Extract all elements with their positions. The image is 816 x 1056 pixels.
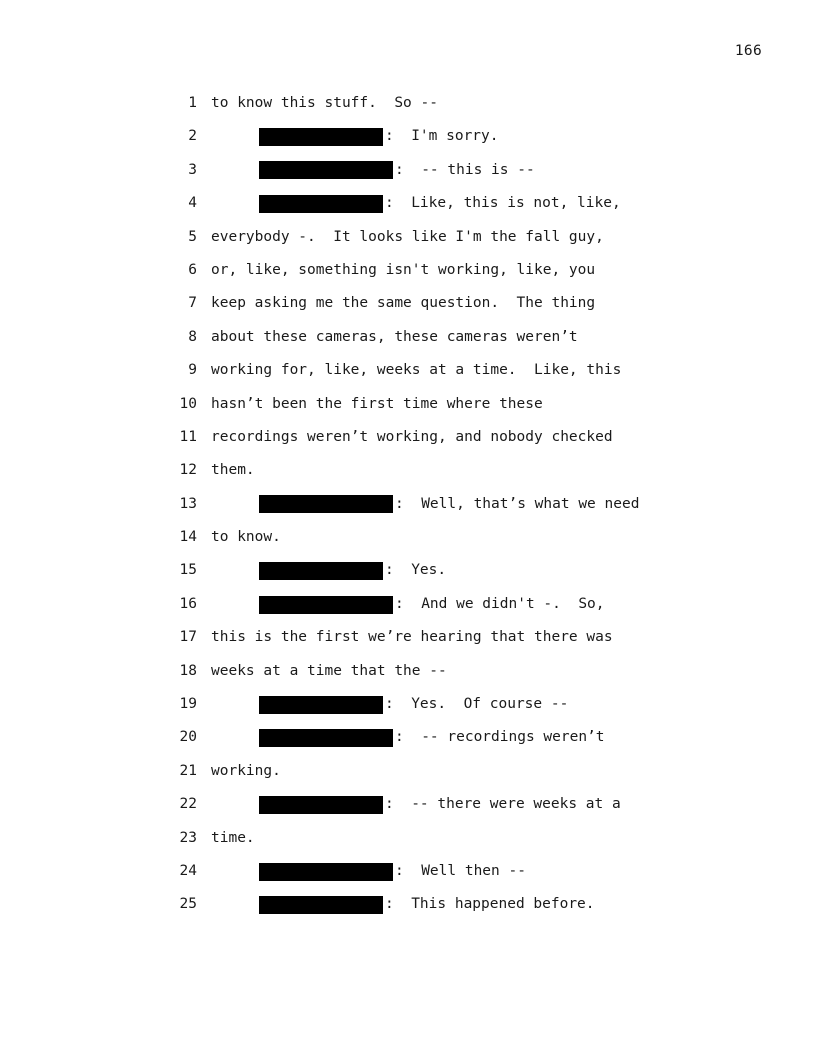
speaker-turn: [259, 154, 535, 187]
line-number: 20: [179, 729, 197, 746]
redacted-speaker-name: [259, 495, 393, 513]
line-text: : Yes. Of course --: [385, 696, 569, 713]
redacted-speaker-name: [259, 562, 383, 580]
line-number: 2: [188, 128, 197, 145]
speaker-turn: [259, 554, 446, 587]
line-text: hasn’t been the first time where these: [211, 395, 543, 412]
line-text: : Yes.: [385, 562, 447, 579]
line-text: or, like, something isn't working, like, you: [211, 261, 596, 278]
line-text: : -- there were weeks at a: [385, 796, 621, 813]
redacted-speaker-name: [259, 596, 393, 614]
transcript-line: [0, 154, 816, 187]
line-text: to know.: [211, 529, 281, 546]
line-number: 12: [179, 462, 197, 479]
line-number: 11: [179, 428, 197, 445]
line-number: 23: [179, 829, 197, 846]
transcript-line: [0, 87, 816, 120]
line-number: 5: [188, 228, 197, 245]
line-text: weeks at a time that the --: [211, 662, 447, 679]
speaker-turn: [259, 855, 526, 888]
transcript-line: [0, 354, 816, 387]
line-number: 7: [188, 295, 197, 312]
line-text: keep asking me the same question. The thing: [211, 295, 596, 312]
line-text: everybody -. It looks like I'm the fall guy,: [211, 228, 604, 245]
transcript-line: [0, 554, 816, 587]
line-text: : Well, that’s what we need: [395, 495, 640, 512]
line-number: 15: [179, 562, 197, 579]
line-text: time.: [211, 829, 255, 846]
redacted-speaker-name: [259, 161, 393, 179]
line-number: 14: [179, 529, 197, 546]
line-text: : -- recordings weren’t: [395, 729, 605, 746]
line-text: about these cameras, these cameras weren’t: [211, 328, 578, 345]
line-number: 16: [179, 595, 197, 612]
transcript-line: [0, 621, 816, 654]
transcript-line: [0, 855, 816, 888]
transcript-line: [0, 321, 816, 354]
transcript-line: [0, 655, 816, 688]
transcript-line: [0, 187, 816, 220]
transcript-line: [0, 588, 816, 621]
transcript-line: [0, 521, 816, 554]
transcript-line: [0, 888, 816, 921]
speaker-turn: [259, 788, 621, 821]
transcript-line: [0, 721, 816, 754]
redacted-speaker-name: [259, 729, 393, 747]
transcript-line: [0, 688, 816, 721]
transcript-line: [0, 488, 816, 521]
line-text: them.: [211, 462, 255, 479]
transcript-line: [0, 822, 816, 855]
line-number: 8: [188, 328, 197, 345]
line-number: 6: [188, 261, 197, 278]
line-number: 13: [179, 495, 197, 512]
speaker-turn: [259, 588, 605, 621]
transcript-line: [0, 221, 816, 254]
speaker-turn: [259, 688, 568, 721]
redacted-speaker-name: [259, 896, 383, 914]
transcript-line: [0, 287, 816, 320]
line-number: 24: [179, 862, 197, 879]
speaker-turn: [259, 488, 639, 521]
line-number: 9: [188, 362, 197, 379]
page-number: 166: [734, 43, 762, 59]
speaker-turn: [259, 888, 595, 921]
line-number: 18: [179, 662, 197, 679]
line-number: 17: [179, 629, 197, 646]
transcript-line: [0, 755, 816, 788]
line-text: : -- this is --: [395, 161, 535, 178]
line-text: recordings weren’t working, and nobody checked: [211, 428, 613, 445]
line-text: working.: [211, 762, 281, 779]
line-text: working for, like, weeks at a time. Like, this: [211, 362, 622, 379]
transcript-line: [0, 254, 816, 287]
line-text: to know this stuff. So --: [211, 95, 438, 111]
speaker-turn: [259, 120, 499, 153]
redacted-speaker-name: [259, 863, 393, 881]
redacted-speaker-name: [259, 195, 383, 213]
line-text: this is the first we’re hearing that there was: [211, 629, 613, 646]
redacted-speaker-name: [259, 128, 383, 146]
line-number: 1: [188, 95, 197, 111]
redacted-speaker-name: [259, 696, 383, 714]
line-number: 25: [179, 896, 197, 913]
transcript-line: [0, 120, 816, 153]
transcript-line: [0, 788, 816, 821]
transcript-line: [0, 454, 816, 487]
redacted-speaker-name: [259, 796, 383, 814]
line-text: : Like, this is not, like,: [385, 195, 621, 212]
line-number: 4: [188, 195, 197, 212]
line-number: 19: [179, 696, 197, 713]
speaker-turn: [259, 721, 605, 754]
line-number: 21: [179, 762, 197, 779]
line-text: : Well then --: [395, 862, 526, 879]
line-text: : And we didn't -. So,: [395, 595, 605, 612]
speaker-turn: [259, 187, 621, 220]
line-number: 3: [188, 161, 197, 178]
line-text: : This happened before.: [385, 896, 595, 913]
line-text: : I'm sorry.: [385, 128, 499, 145]
transcript-line: [0, 421, 816, 454]
transcript-line: [0, 388, 816, 421]
line-number: 10: [179, 395, 197, 412]
line-number: 22: [179, 796, 197, 813]
transcript-body: [0, 87, 816, 922]
